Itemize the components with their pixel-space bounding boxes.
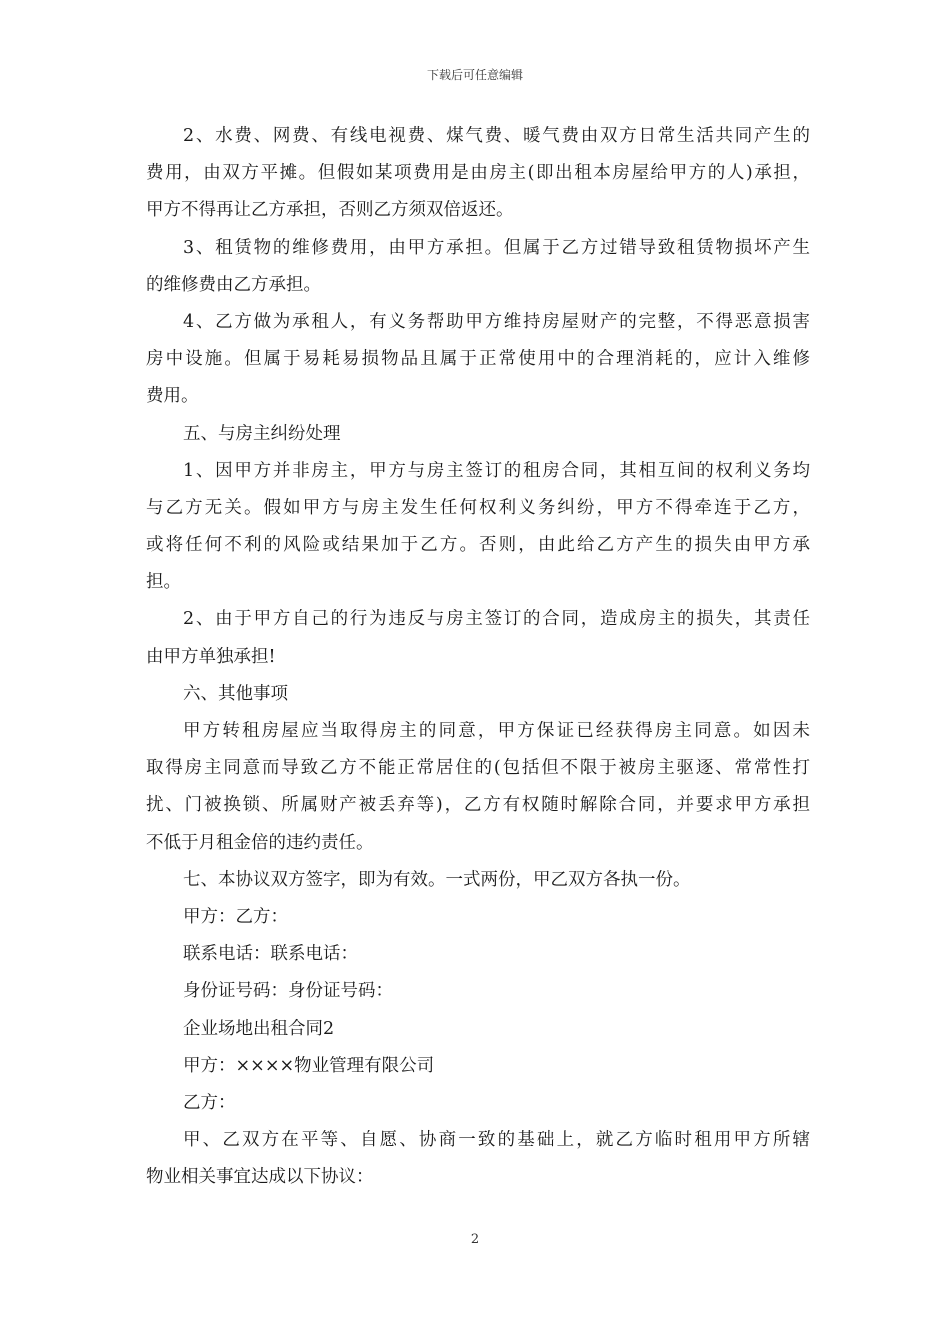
text-line: 五、与房主纠纷处理 [183,423,341,444]
text-line: 3、租赁物的维修费用，由甲方承担。但属于乙方过错导致租赁物损坏产生 [183,237,810,258]
text-line: 的维修费由乙方承担。 [146,274,321,295]
text-line: 不低于月租金倍的违约责任。 [146,832,374,853]
text-line: 甲方不得再让乙方承担，否则乙方须双倍返还。 [146,200,514,221]
text-line: 与乙方无关。假如甲方与房主发生任何权利义务纠纷，甲方不得牵连于乙方， [146,497,810,518]
text-line: 扰、门被换锁、所属财产被丢弃等)，乙方有权随时解除合同，并要求甲方承担 [146,795,810,816]
text-line: 1、因甲方并非房主，甲方与房主签订的租房合同，其相互间的权利义务均 [183,460,810,481]
text-line: 或将任何不利的风险或结果加于乙方。否则，由此给乙方产生的损失由甲方承 [146,535,810,556]
text-line: 2、水费、网费、有线电视费、煤气费、暖气费由双方日常生活共同产生的 [183,126,810,146]
text-line: 费用。 [146,386,199,407]
text-line: 甲方：××××物业管理有限公司 [183,1055,435,1076]
text-line: 费用，由双方平摊。但假如某项费用是由房主(即出租本房屋给甲方的人)承担， [146,163,810,184]
text-line: 4、乙方做为承租人，有义务帮助甲方维持房屋财产的完整，不得恶意损害 [183,311,810,332]
text-line: 乙方： [183,1092,236,1113]
text-line: 2、由于甲方自己的行为违反与房主签订的合同，造成房主的损失，其责任 [183,609,810,630]
text-line: 甲方转租房屋应当取得房主的同意，甲方保证已经获得房主同意。如因未 [183,721,810,741]
text-line: 身份证号码：身份证号码： [183,981,393,1002]
text-line: 物业相关事宜达成以下协议： [146,1167,374,1188]
text-line: 由甲方单独承担! [146,646,276,667]
document-body [146,118,810,1196]
page-header: 下载后可任意编辑 [426,68,523,82]
page-number: 2 [470,1232,480,1247]
text-line: 担。 [146,572,181,593]
text-line: 甲方：乙方： [183,906,288,927]
text-line: 企业场地出租合同2 [183,1018,335,1039]
text-line: 甲、乙双方在平等、自愿、协商一致的基础上，就乙方临时租用甲方所辖 [183,1130,810,1151]
text-line: 联系电话：联系电话： [183,944,358,965]
text-line: 七、本协议双方签字，即为有效。一式两份，甲乙双方各执一份。 [183,869,691,890]
text-line: 房中设施。但属于易耗易损物品且属于正常使用中的合理消耗的，应计入维修 [146,349,810,370]
text-line: 六、其他事项 [183,683,288,704]
text-line: 取得房主同意而导致乙方不能正常居住的(包括但不限于被房主驱逐、常常性打 [146,758,810,779]
